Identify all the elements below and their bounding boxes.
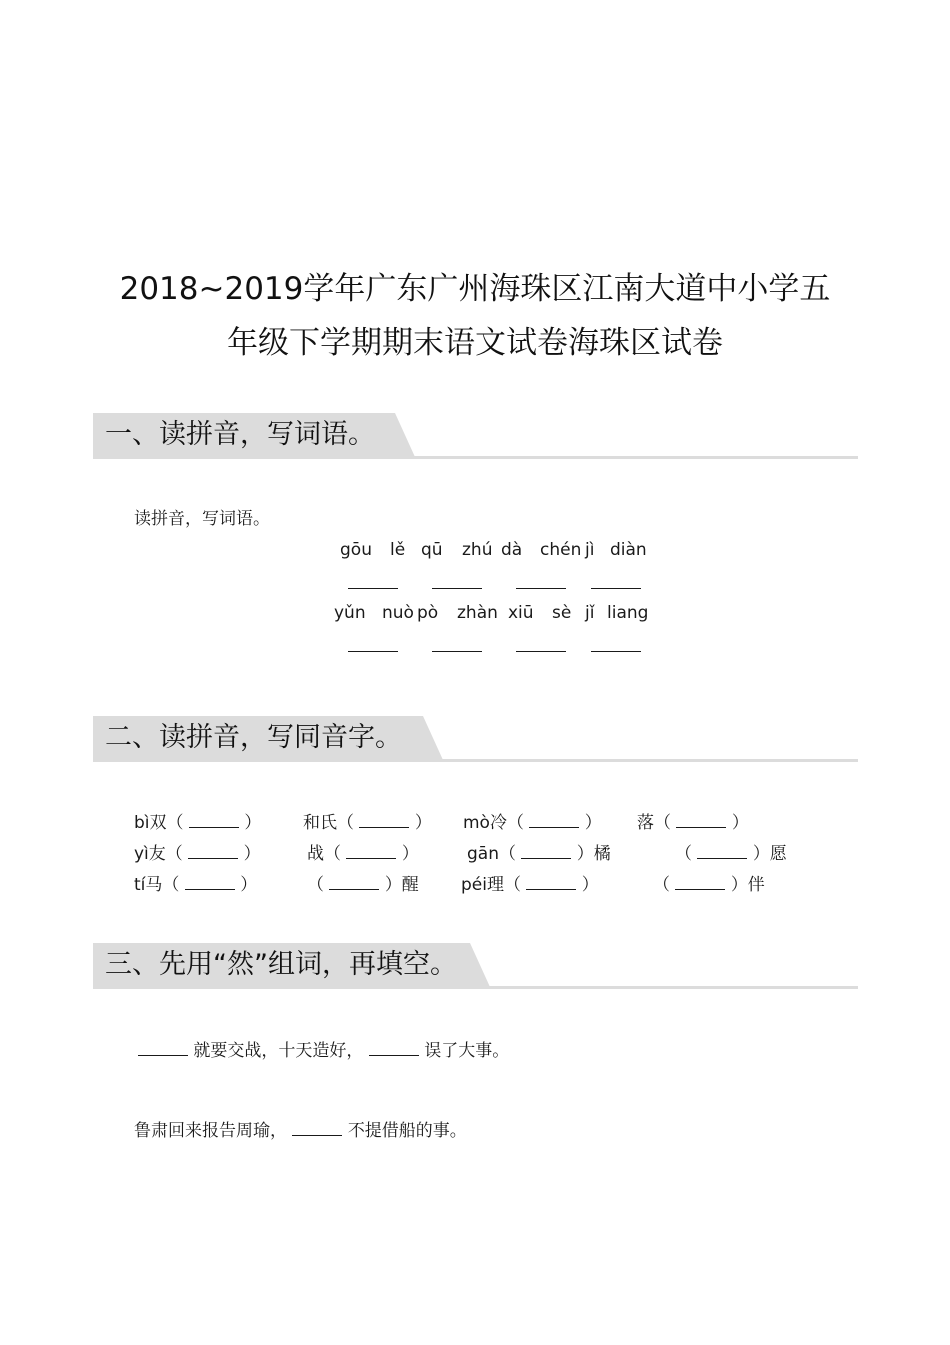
answer-blank[interactable] bbox=[529, 811, 579, 828]
homophone-item bbox=[675, 842, 787, 865]
item-suffix: ） bbox=[731, 813, 749, 833]
item-prefix: bì双（ bbox=[134, 813, 184, 833]
item-prefix: tí马（ bbox=[134, 875, 180, 895]
pinyin: pò bbox=[417, 603, 439, 623]
answer-blank[interactable] bbox=[359, 811, 409, 828]
item-prefix: mò冷（ bbox=[463, 813, 524, 833]
answer-blank[interactable] bbox=[346, 842, 396, 859]
answer-blank[interactable] bbox=[432, 588, 482, 589]
item-suffix: ）伴 bbox=[730, 875, 765, 895]
pinyin: zhàn bbox=[457, 603, 498, 623]
homophone-item bbox=[461, 873, 599, 896]
answer-blank[interactable] bbox=[521, 842, 571, 859]
answer-blank[interactable] bbox=[348, 588, 398, 589]
answer-blank[interactable] bbox=[369, 1039, 419, 1056]
item-prefix: （ bbox=[653, 875, 670, 895]
item-suffix: ） bbox=[581, 875, 599, 895]
item-suffix: ） bbox=[584, 813, 602, 833]
item-suffix: ）醒 bbox=[384, 875, 419, 895]
item-suffix: ）橘 bbox=[576, 844, 611, 864]
pinyin: qū bbox=[421, 540, 443, 560]
answer-blank[interactable] bbox=[675, 873, 725, 890]
homophone-item bbox=[463, 811, 602, 834]
homophone-item bbox=[307, 842, 419, 865]
item-prefix: 战（ bbox=[307, 844, 341, 864]
section-3-heading: 三、先用“然”组词，再填空。 bbox=[105, 949, 457, 980]
item-prefix: yì友（ bbox=[134, 844, 183, 864]
homophone-item bbox=[467, 842, 611, 865]
homophone-item bbox=[303, 811, 432, 834]
section-2-heading: 二、读拼音，写同音字。 bbox=[105, 722, 402, 753]
homophone-item bbox=[134, 842, 261, 865]
answer-blank[interactable] bbox=[676, 811, 726, 828]
section-divider bbox=[93, 456, 858, 459]
section-3-header bbox=[93, 943, 858, 989]
item-prefix: 和氏（ bbox=[303, 813, 354, 833]
item-suffix: ） bbox=[243, 844, 261, 864]
pinyin: liang bbox=[607, 603, 649, 623]
answer-blank[interactable] bbox=[591, 651, 641, 652]
item-prefix: （ bbox=[675, 844, 692, 864]
pinyin: gōu bbox=[340, 540, 372, 560]
section-divider bbox=[93, 986, 858, 989]
item-suffix: ） bbox=[401, 844, 419, 864]
sentence-text: 就要交战，十天造好， bbox=[193, 1041, 364, 1061]
pinyin: diàn bbox=[610, 540, 647, 560]
item-suffix: ） bbox=[244, 813, 262, 833]
page-title-line-1: 2018~2019学年广东广州海珠区江南大道中小学五 bbox=[119, 271, 831, 307]
answer-blank[interactable] bbox=[185, 873, 235, 890]
answer-blank[interactable] bbox=[188, 842, 238, 859]
pinyin: nuò bbox=[382, 603, 414, 623]
answer-blank[interactable] bbox=[697, 842, 747, 859]
item-suffix: ） bbox=[414, 813, 432, 833]
item-suffix: ）愿 bbox=[752, 844, 787, 864]
answer-blank[interactable] bbox=[329, 873, 379, 890]
pinyin: jì bbox=[585, 540, 595, 560]
section-1-header bbox=[93, 413, 858, 459]
answer-blank[interactable] bbox=[292, 1119, 342, 1136]
pinyin: lě bbox=[390, 540, 406, 560]
answer-blank[interactable] bbox=[526, 873, 576, 890]
section-1-heading: 一、读拼音，写词语。 bbox=[105, 419, 375, 450]
sentence-text: 鲁肃回来报告周瑜， bbox=[134, 1121, 287, 1141]
homophone-item bbox=[637, 811, 749, 834]
item-prefix: gān（ bbox=[467, 844, 516, 864]
answer-blank[interactable] bbox=[189, 811, 239, 828]
item-prefix: （ bbox=[307, 875, 324, 895]
sentence-text: 误了大事。 bbox=[424, 1041, 510, 1061]
homophone-item bbox=[653, 873, 765, 896]
pinyin: zhú bbox=[462, 540, 493, 560]
answer-blank[interactable] bbox=[516, 651, 566, 652]
section-2-header bbox=[93, 716, 858, 762]
item-prefix: péi理（ bbox=[461, 875, 521, 895]
answer-blank[interactable] bbox=[516, 588, 566, 589]
homophone-item bbox=[307, 873, 419, 896]
pinyin: sè bbox=[552, 603, 572, 623]
pinyin: chén bbox=[540, 540, 582, 560]
sentence-text: 不提借船的事。 bbox=[347, 1121, 467, 1141]
answer-blank[interactable] bbox=[432, 651, 482, 652]
section-1-prompt: 读拼音，写词语。 bbox=[134, 509, 270, 529]
item-prefix: 落（ bbox=[637, 813, 671, 833]
sentence-2 bbox=[134, 1119, 467, 1142]
item-suffix: ） bbox=[240, 875, 258, 895]
answer-blank[interactable] bbox=[138, 1039, 188, 1056]
answer-blank[interactable] bbox=[591, 588, 641, 589]
sentence-1 bbox=[138, 1039, 509, 1062]
pinyin: jǐ bbox=[585, 603, 595, 623]
homophone-item bbox=[134, 811, 261, 834]
answer-blank[interactable] bbox=[348, 651, 398, 652]
pinyin: dà bbox=[501, 540, 523, 560]
homophone-item bbox=[134, 873, 257, 896]
page-title-line-2: 年级下学期期末语文试卷海珠区试卷 bbox=[227, 325, 723, 361]
section-divider bbox=[93, 759, 858, 762]
pinyin: yǔn bbox=[334, 603, 366, 623]
pinyin: xiū bbox=[508, 603, 534, 623]
